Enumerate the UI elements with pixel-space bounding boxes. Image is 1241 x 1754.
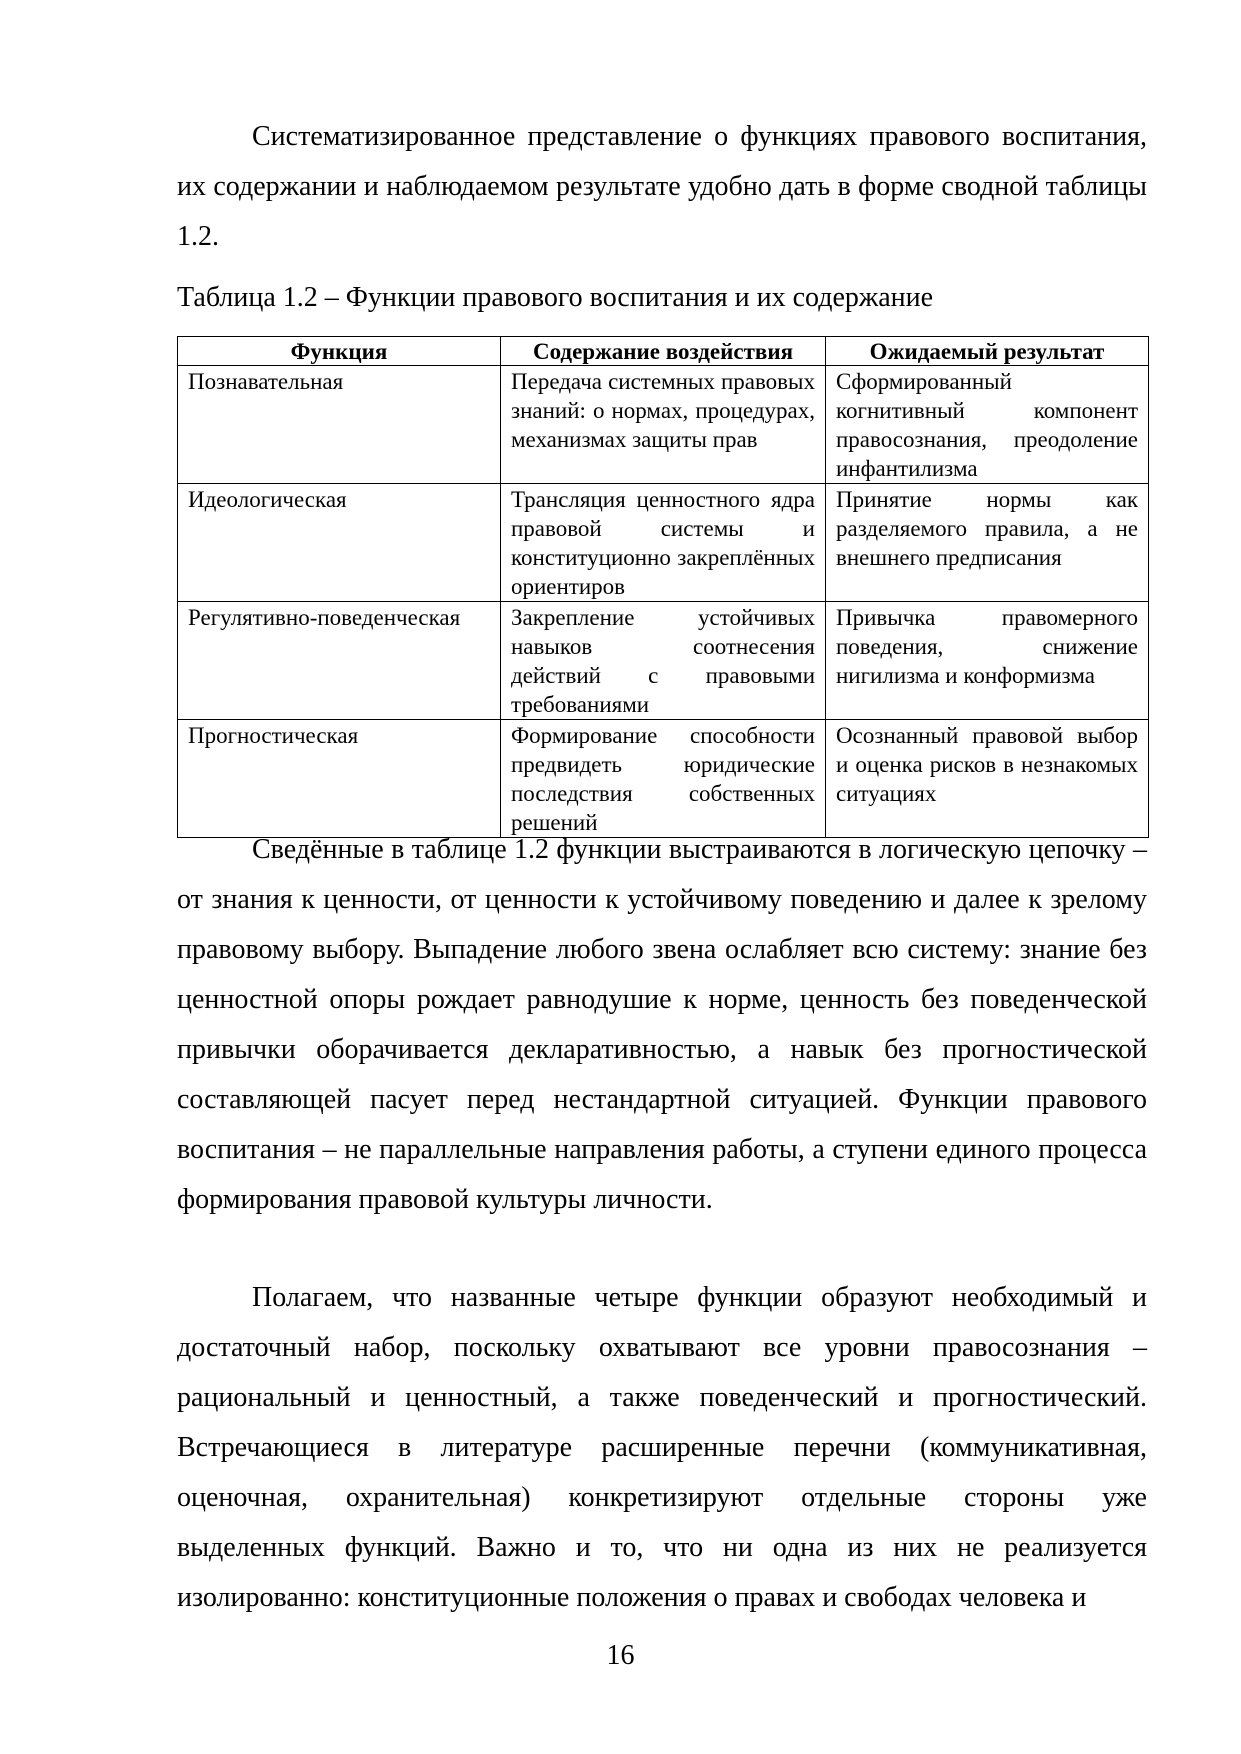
table-header-row — [178, 337, 1149, 366]
table-row — [178, 484, 1149, 602]
cell-result: Сформированный когнитивный компонент правосознания, преодоление инфантилизма — [826, 366, 1149, 484]
cell-function: Познавательная — [178, 366, 501, 484]
header-function: Функция — [178, 337, 501, 366]
intro-paragraph: Систематизированное представление о функциях правового воспитания, их содержании и наблюдаемом результате удобно дать в форме сводной таблицы 1.2. — [177, 121, 1147, 252]
table-row — [178, 366, 1149, 484]
page-number: 16 — [606, 1640, 635, 1671]
functions-table — [177, 336, 1149, 838]
after-table-paragraph: Сведённые в таблице 1.2 функции выстраиваются в логическую цепочку – от знания к ценности, от ценности к устойчивому поведению и далее к зрелому правовому выбору. Выпадение любого звена ослабляет всю систему: знание без ценностной опоры рождает равнодушие к норме, ценность без поведенческой привычки оборачивается декларативностью, а навык без прогностической составляющей пасует перед нестандартной ситуацией. Функции правового воспитания – не параллельные направления работы, а ступени единого процесса формирования правовой культуры личности. — [177, 834, 1147, 1215]
cell-result: Осознанный правовой выбор и оценка рисков в незнакомых ситуациях — [826, 720, 1149, 838]
cell-content: Трансляция ценностного ядра правовой системы и конституционно закреплённых ориентиров — [501, 484, 826, 602]
table-caption: Таблица 1.2 – Функции правового воспитания и их содержание — [177, 282, 934, 313]
cell-result: Привычка правомерного поведения, снижение нигилизма и конформизма — [826, 602, 1149, 720]
table-row — [178, 602, 1149, 720]
header-result: Ожидаемый результат — [826, 337, 1149, 366]
table-row — [178, 720, 1149, 838]
header-content: Содержание воздействия — [501, 337, 826, 366]
cell-content: Закрепление устойчивых навыков соотнесения действий с правовыми требованиями — [501, 602, 826, 720]
cell-content: Формирование способности предвидеть юридические последствия собственных решений — [501, 720, 826, 838]
cell-function: Регулятивно-поведенческая — [178, 602, 501, 720]
conclusion-paragraph: Полагаем, что названные четыре функции образуют необходимый и достаточный набор, поскольку охватывают все уровни правосознания – рациональный и ценностный, а также поведенческий и прогностический. Встречающиеся в литературе расширенные перечни (коммуникативная, оценочная, охранительная) конкретизируют отдельные стороны уже выделенных функций. Важно и то, что ни одна из них не реализуется изолированно: конституционные положения о правах и свободах человека и — [177, 1282, 1147, 1613]
cell-function: Прогностическая — [178, 720, 501, 838]
cell-function: Идеологическая — [178, 484, 501, 602]
cell-result: Принятие нормы как разделяемого правила, а не внешнего предписания — [826, 484, 1149, 602]
cell-content: Передача системных правовых знаний: о нормах, процедурах, механизмах защиты прав — [501, 366, 826, 484]
